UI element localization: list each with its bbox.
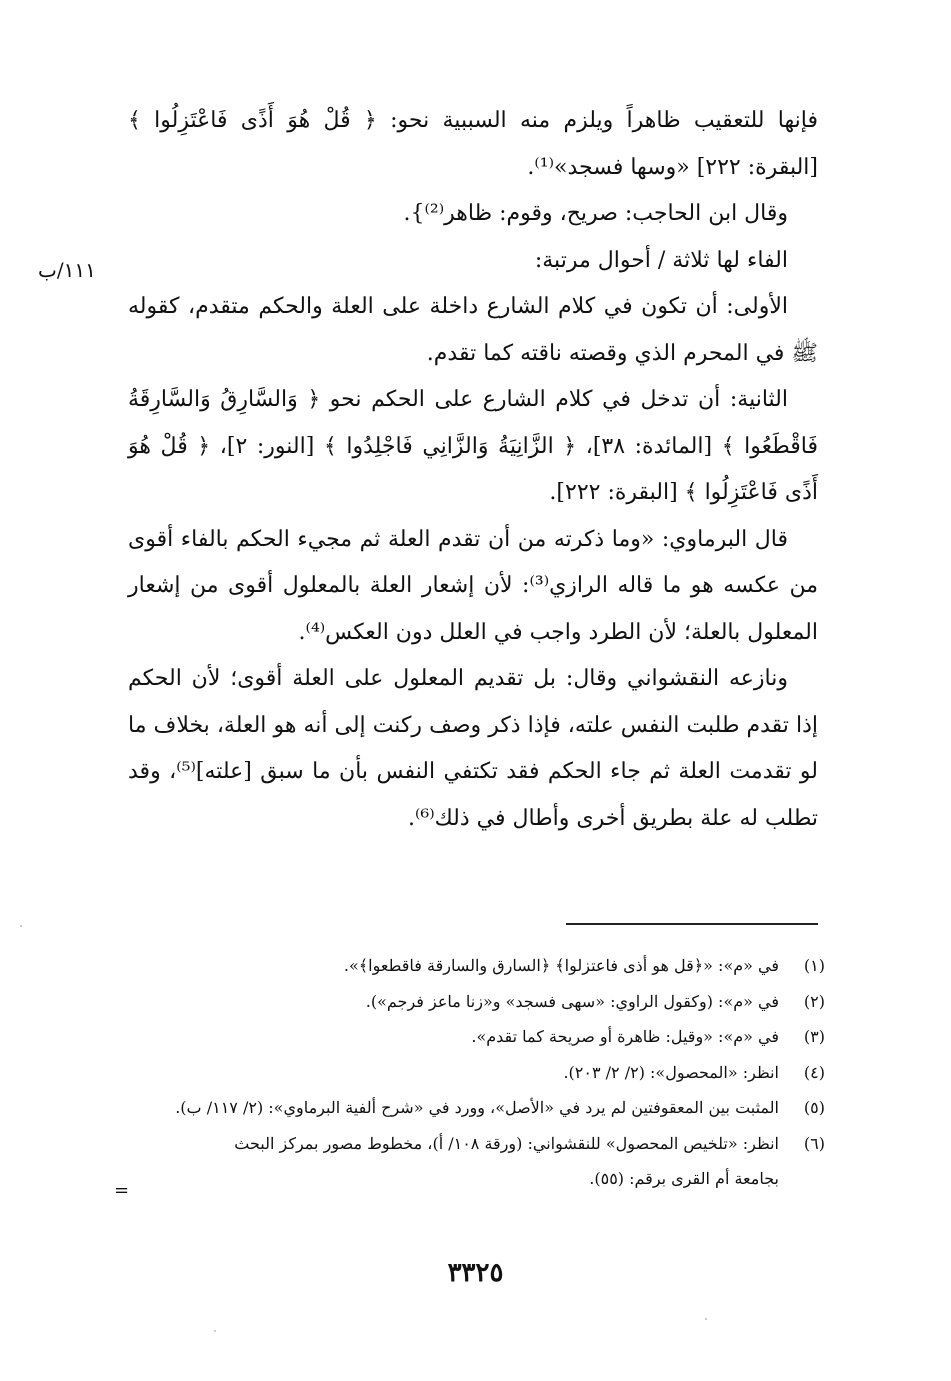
footnote-number: (٣) (803, 1027, 825, 1046)
footnote-item (120, 948, 825, 984)
footnote-item (120, 984, 825, 1020)
footnote-text: انظر: «تلخيص المحصول» للنقشواني: (ورقة ١٠٨/ أ)، مخطوط مصور بمركز البحث (234, 1133, 779, 1153)
paragraph-4: الأولى: أن تكون في كلام الشارع داخلة على العلة والحكم متقدم، كقوله ﷺ في المحرم الذي وقصته ناقته كما تقدم. (128, 294, 818, 366)
footnote-number: (٦) (803, 1133, 825, 1153)
page-number: ٣٣٢٥ (447, 1258, 504, 1288)
footnote-item (120, 1019, 825, 1055)
scan-speck (705, 1318, 707, 1320)
footnote-number: (٢) (803, 991, 825, 1011)
footnote-continuation: بجامعة أم القرى برقم: (٥٥). (589, 1169, 779, 1188)
paragraph-2: وقال ابن الحاجب: صريح، وقوم: ظاهر⁽²⁾}. (403, 201, 788, 226)
footnote-item (120, 1055, 825, 1091)
paragraph-3: الفاء لها ثلاثة / أحوال مرتبة: (534, 247, 788, 273)
footnote-text: في «م»: «﴿قل هو أذى فاعتزلوا﴾ ﴿السارق والسارقة فاقطعوا﴾». (343, 956, 779, 975)
paragraph-1: فإنها للتعقيب ظاهراً ويلزم منه السببية نحو: ﴿ قُلْ هُوَ أَذًى فَاعْتَزِلُوا ﴾ [البقرة: ٢٢٢] «وسها فسجد»⁽¹⁾. (128, 108, 818, 180)
continuation-mark: = (114, 1180, 130, 1201)
footnotes (120, 948, 825, 1197)
footnote-number: (٤) (803, 1062, 825, 1082)
folio-margin-note: ١١١/ب (38, 258, 96, 282)
footnote-number: (١) (803, 956, 825, 975)
footnote-text: انظر: «المحصول»: (٢/ ٢/ ٢٠٣). (563, 1062, 779, 1082)
footnote-number: (٥) (803, 1098, 825, 1117)
footnote-text: في «م»: (وكقول الراوي: «سهى فسجد» و«زنا ماعز فرجم»). (365, 991, 779, 1011)
footnote-text: في «م»: «وقيل: ظاهرة أو صريحة كما تقدم». (471, 1027, 779, 1046)
footnote-separator (566, 923, 818, 925)
main-text (128, 98, 818, 842)
footnote-text: المثبت بين المعقوفتين لم يرد في «الأصل»، وورد في «شرح ألفية البرماوي»: (٢/ ١١٧/ ب). (175, 1098, 779, 1117)
paragraph-6: قال البرماوي: «وما ذكرته من أن تقدم العلة ثم مجيء الحكم بالفاء أقوى من عكسه هو ما قاله الرازي⁽³⁾: لأن إشعار العلة بالمعلول أقوى من إشعار المعلول بالعلة؛ لأن الطرد واجب في العلل دون العكس⁽⁴⁾. (128, 526, 818, 645)
paragraph-7: ونازعه النقشواني وقال: بل تقديم المعلول على العلة أقوى؛ لأن الحكم إذا تقدم طلبت النفس علته، فإذا ذكر وصف ركنت إلى أنه هو العلة، بخلاف ما لو تقدمت العلة ثم جاء الحكم فقد تكتفي النفس بأن ما سبق [علته]⁽⁵⁾، وقد تطلب له علة بطريق أخرى وأطال في ذلك⁽⁶⁾. (128, 666, 819, 831)
footnote-item (120, 1126, 825, 1162)
paragraph-5: الثانية: أن تدخل في كلام الشارع على الحكم نحو ﴿ وَالسَّارِقُ وَالسَّارِقَةُ فَاقْطَعُوا ﴾ [المائدة: ٣٨]، ﴿ الزَّانِيَةُ وَالزَّانِي فَاجْلِدُوا ﴾ [النور: ٢]، ﴿ قُلْ هُوَ أَذًى فَاعْتَزِلُوا ﴾ [البقرة: ٢٢٢]. (128, 387, 818, 505)
scan-speck (20, 925, 22, 927)
footnote-item (120, 1090, 825, 1126)
scan-speck (214, 1330, 216, 1332)
